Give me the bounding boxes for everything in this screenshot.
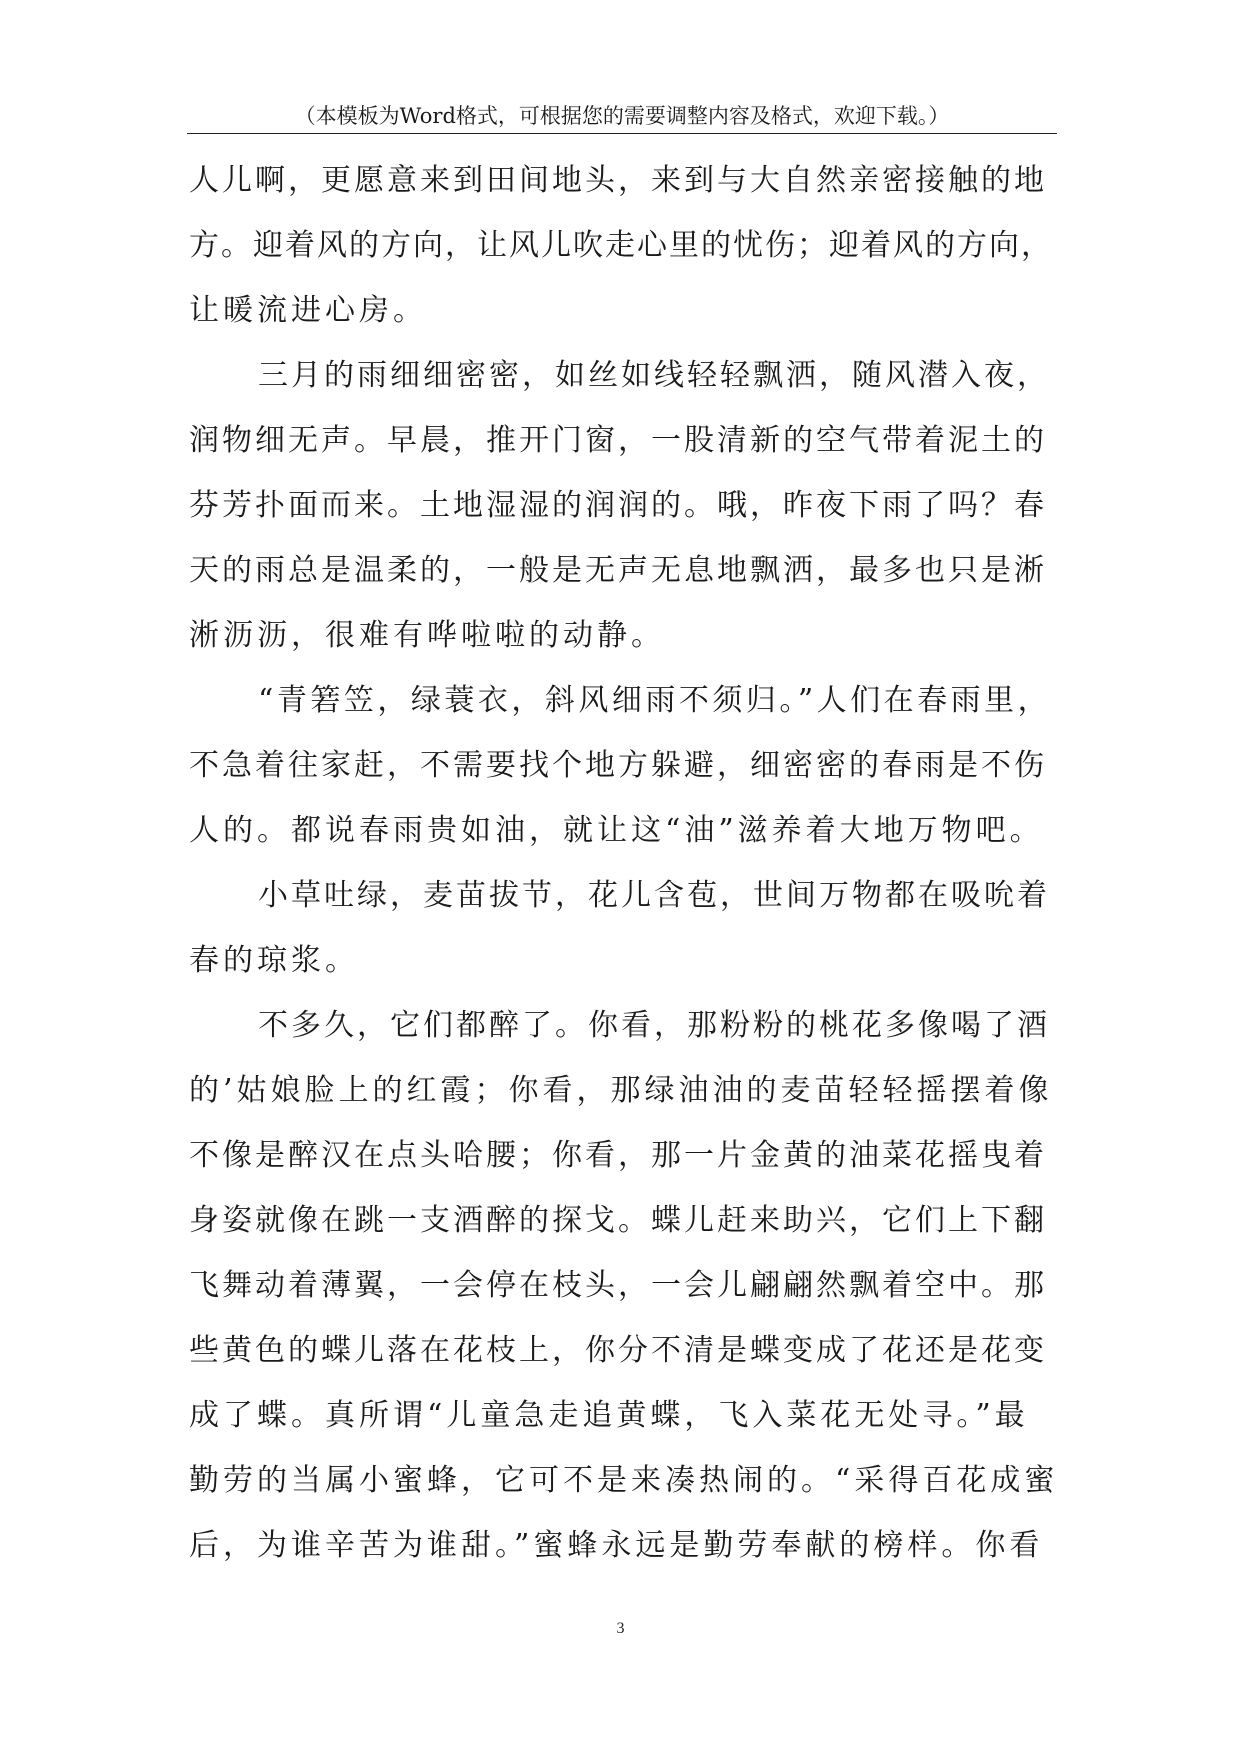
body-line: 天的雨总是温柔的，一般是无声无息地飘洒，最多也只是淅 xyxy=(189,553,1047,588)
body-line: 身姿就像在跳一支酒醉的探戈。蝶儿赶来助兴，它们上下翻 xyxy=(189,1203,1047,1238)
body-line: 勤劳的当属小蜜蜂，它可不是来凑热闹的。“采得百花成蜜 xyxy=(189,1463,1059,1498)
paragraph-first-line: “青箬笠，绿蓑衣，斜风细雨不须归。”人们在春雨里， xyxy=(258,683,1052,718)
body-line: 些黄色的蝶儿落在花枝上，你分不清是蝶变成了花还是花变 xyxy=(189,1333,1047,1368)
body-line: 不像是醉汉在点头哈腰；你看，那一片金黄的油菜花摇曳着 xyxy=(189,1138,1047,1173)
page-header-note: （本模板为Word格式，可根据您的需要调整内容及格式，欢迎下载。） xyxy=(294,104,950,128)
body-line: 春的琼浆。 xyxy=(189,943,359,978)
body-line: 方。迎着风的方向，让风儿吹走心里的忧伤；迎着风的方向， xyxy=(189,228,1053,263)
body-line: 的’姑娘脸上的红霞；你看，那绿油油的麦苗轻轻摇摆着像 xyxy=(189,1073,1053,1108)
body-line: 芬芳扑面而来。土地湿湿的润润的。哦，昨夜下雨了吗？春 xyxy=(189,488,1047,523)
body-line: 人儿啊，更愿意来到田间地头，来到与大自然亲密接触的地 xyxy=(189,163,1047,198)
body-line: 后，为谁辛苦为谁甜。”蜜蜂永远是勤劳奉献的榜样。你看 xyxy=(189,1528,1044,1563)
header-divider xyxy=(187,133,1057,134)
body-line: 润物细无声。早晨，推开门窗，一股清新的空气带着泥土的 xyxy=(189,423,1047,458)
body-line: 不急着往家赶，不需要找个地方躲避，细密密的春雨是不伤 xyxy=(189,748,1047,783)
page-number: 3 xyxy=(616,1620,625,1637)
paragraph-first-line: 三月的雨细细密密，如丝如线轻轻飘洒，随风潜入夜， xyxy=(258,358,1050,393)
body-line: 成了蝶。真所谓“儿童急走追黄蝶，飞入菜花无处寻。”最 xyxy=(189,1398,1029,1433)
body-line: 淅沥沥，很难有哗啦啦的动静。 xyxy=(189,618,665,653)
body-line: 飞舞动着薄翼，一会停在枝头，一会儿翩翩然飘着空中。那 xyxy=(189,1268,1047,1303)
body-line: 让暖流进心房。 xyxy=(189,293,427,328)
paragraph-first-line: 小草吐绿，麦苗拔节，花儿含苞，世间万物都在吸吮着 xyxy=(258,878,1050,913)
body-line: 人的。都说春雨贵如油，就让这“油”滋养着大地万物吧。 xyxy=(189,813,1044,848)
paragraph-first-line: 不多久，它们都醉了。你看，那粉粉的桃花多像喝了酒 xyxy=(258,1008,1050,1043)
